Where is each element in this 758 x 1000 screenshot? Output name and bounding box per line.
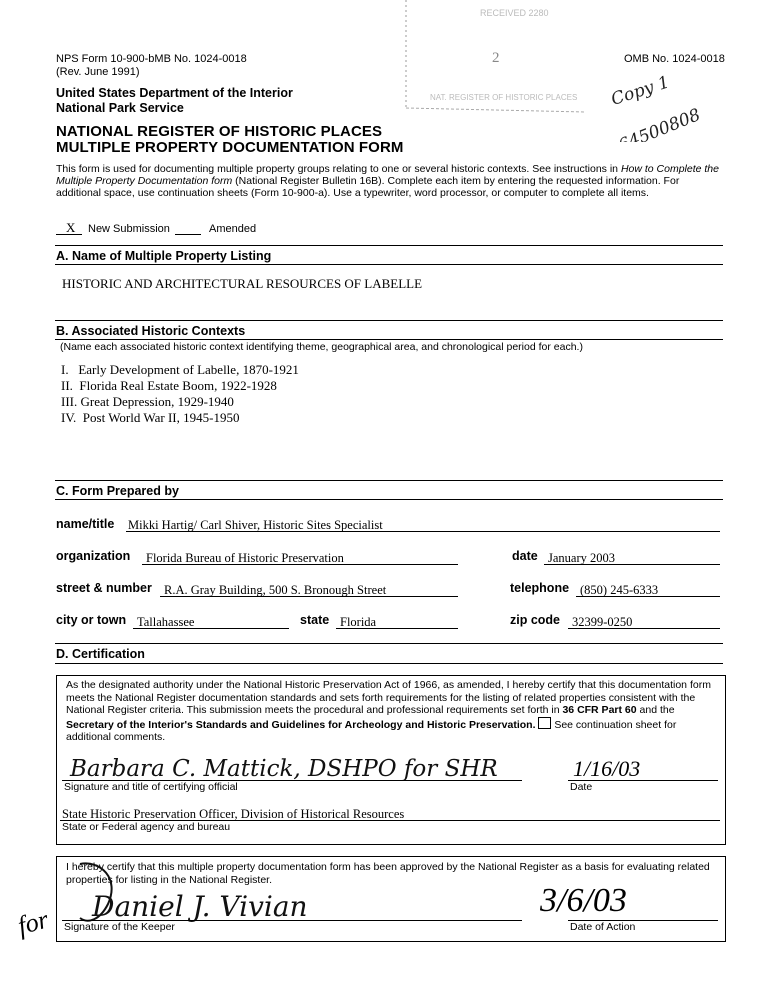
certification-date: 1/16/03 bbox=[573, 756, 641, 781]
name-title-label: name/title bbox=[56, 517, 115, 531]
section-d-heading: D. Certification bbox=[56, 647, 145, 661]
section-a-rule-top bbox=[55, 245, 723, 246]
multiple-property-name: HISTORIC AND ARCHITECTURAL RESOURCES OF LABELLE bbox=[62, 276, 423, 291]
zip-value[interactable]: 32399-0250 bbox=[572, 615, 633, 629]
svg-text:NAT. REGISTER OF HISTORIC PLAC: NAT. REGISTER OF HISTORIC PLACES bbox=[430, 93, 578, 102]
agency-label: State or Federal agency and bureau bbox=[62, 821, 231, 833]
section-d-rule-bottom bbox=[55, 663, 723, 664]
telephone-line bbox=[576, 596, 720, 597]
continuation-checkbox[interactable] bbox=[538, 717, 551, 729]
signature-label: Signature and title of certifying official bbox=[64, 781, 238, 793]
department-name: United States Department of the Interior bbox=[56, 86, 293, 100]
received-stamp bbox=[400, 0, 590, 118]
new-submission-label: New Submission bbox=[88, 223, 170, 235]
context-item: III. Great Depression, 1929-1940 bbox=[61, 394, 234, 409]
keeper-date: 3/6/03 bbox=[540, 882, 627, 919]
signature-drawing bbox=[64, 746, 534, 784]
certification-statement: As the designated authority under the National Historic Preservation Act of 1966, as amended, I hereby certify that this documentation form meets the National Register documentation standards and sets forth requirements for the listing of related properties consistent with the National Register criteria. This submission meets the procedural and professional requirements set forth in 36 CFR Part 60 and the Secretary of the Interior's Standards and Guidelines for Archeology and Historic Preservation. See continuation sheet for additional comments. bbox=[66, 679, 711, 743]
agency-value: State Historic Preservation Officer, Division of Historical Resources bbox=[62, 807, 405, 821]
name-title-value[interactable]: Mikki Hartig/ Carl Shiver, Historic Sites Specialist bbox=[128, 518, 383, 532]
svg-text:Daniel J. Vivian: Daniel J. Vivian bbox=[92, 890, 308, 923]
organization-value[interactable]: Florida Bureau of Historic Preservation bbox=[146, 551, 344, 565]
keeper-date-label: Date of Action bbox=[570, 921, 636, 933]
certification-date-label: Date bbox=[570, 781, 593, 793]
zip-label: zip code bbox=[510, 613, 561, 627]
intro-paragraph: This form is used for documenting multiple property groups relating to one or several historic contexts. See instructions in How to Complete the Multiple Property Documentation form (National Register Bulletin 16B). Complete each item by entering the requested information. For additional space, use continuation sheets (Form 10-900-a). Use a typewriter, word processor, or computer to complete all items. bbox=[56, 163, 719, 199]
context-item: II. Florida Real Estate Boom, 1922-1928 bbox=[61, 378, 277, 393]
state-label: state bbox=[300, 613, 330, 627]
form-number: NPS Form 10-900-bMB No. 1024-0018 bbox=[56, 53, 247, 65]
omb-number: OMB No. 1024-0018 bbox=[624, 53, 725, 65]
telephone-value[interactable]: (850) 245-6333 bbox=[580, 583, 659, 597]
section-c-rule-bottom bbox=[55, 499, 723, 500]
organization-label: organization bbox=[56, 549, 131, 563]
handwritten-copy-note bbox=[608, 62, 728, 147]
street-line bbox=[160, 596, 458, 597]
new-submission-line bbox=[56, 234, 82, 235]
date-label: date bbox=[512, 549, 538, 563]
svg-text:Copy 1: Copy 1 bbox=[608, 72, 672, 110]
svg-text:RECEIVED 2280: RECEIVED 2280 bbox=[480, 8, 549, 18]
context-item: IV. Post World War II, 1945-1950 bbox=[61, 410, 240, 425]
context-item: I. Early Development of Labelle, 1870-1921 bbox=[61, 362, 299, 377]
form-title-line1: NATIONAL REGISTER OF HISTORIC PLACES bbox=[56, 123, 383, 140]
section-d-rule-top bbox=[55, 643, 723, 644]
amended-label: Amended bbox=[209, 223, 257, 235]
section-b-instructions: (Name each associated historic context identifying theme, geographical area, and chronological period for each.) bbox=[60, 341, 583, 353]
name-title-line bbox=[126, 531, 720, 532]
keeper-signature-label: Signature of the Keeper bbox=[64, 921, 175, 933]
section-b-rule-top bbox=[55, 320, 723, 321]
form-title-line2: MULTIPLE PROPERTY DOCUMENTATION FORM bbox=[56, 139, 404, 156]
organization-line bbox=[142, 564, 458, 565]
keeper-statement: I hereby certify that this multiple property documentation form has been approved by the National Register as a basis for evaluating related properties for listing in the National Register. bbox=[66, 861, 710, 886]
margin-for-note: for bbox=[14, 904, 52, 941]
section-c-heading: C. Form Prepared by bbox=[56, 484, 179, 498]
zip-line bbox=[568, 628, 720, 629]
date-line bbox=[544, 564, 720, 565]
street-value[interactable]: R.A. Gray Building, 500 S. Bronough Street bbox=[164, 583, 387, 597]
city-line bbox=[133, 628, 289, 629]
date-value[interactable]: January 2003 bbox=[548, 551, 615, 565]
handwritten-annotation bbox=[608, 62, 728, 142]
stamp-number: 2 bbox=[492, 50, 500, 66]
section-a-heading: A. Name of Multiple Property Listing bbox=[56, 249, 272, 263]
state-value[interactable]: Florida bbox=[340, 615, 377, 629]
street-label: street & number bbox=[56, 581, 152, 595]
svg-text:64500808: 64500808 bbox=[615, 105, 704, 142]
section-b-heading: B. Associated Historic Contexts bbox=[56, 324, 246, 338]
city-label: city or town bbox=[56, 613, 127, 627]
amended-line[interactable] bbox=[175, 234, 201, 235]
section-a-rule-bottom bbox=[55, 264, 723, 265]
section-c-rule-top bbox=[55, 480, 723, 481]
form-revision: (Rev. June 1991) bbox=[56, 66, 140, 78]
svg-text:Barbara C. Mattick, DSHPO for: Barbara C. Mattick, DSHPO for SHR bbox=[70, 756, 498, 782]
telephone-label: telephone bbox=[510, 581, 570, 595]
state-line bbox=[336, 628, 458, 629]
section-b-rule-bottom bbox=[55, 339, 723, 340]
new-submission-mark[interactable]: X bbox=[66, 220, 76, 235]
city-value[interactable]: Tallahassee bbox=[137, 615, 195, 629]
service-name: National Park Service bbox=[56, 101, 184, 115]
historic-contexts-list bbox=[61, 362, 299, 426]
